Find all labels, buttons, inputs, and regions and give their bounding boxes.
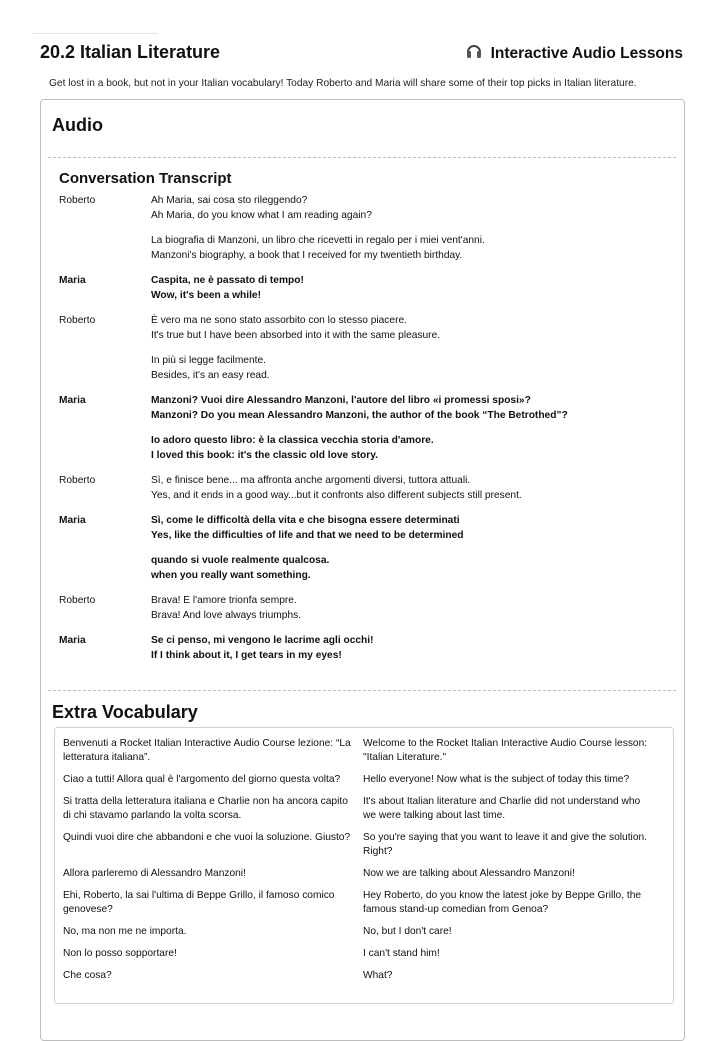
vocab-english: Hey Roberto, do you know the latest joke by Beppe Grillo, the famous stand-up comedian from Genoa? — [363, 890, 642, 915]
vocab-row — [55, 773, 673, 787]
english-line: Ah Maria, do you know what I am reading again? — [151, 210, 372, 221]
vocab-row — [55, 925, 673, 939]
intro-text: Get lost in a book, but not in your Italian vocabulary! Today Roberto and Maria will share some of their top picks in Italian literature. — [49, 78, 637, 89]
transcript-line — [59, 193, 659, 223]
vocab-italian: Non lo posso sopportare! — [63, 948, 177, 959]
vocab-italian: Si tratta della letteratura italiana e Charlie non ha ancora capito di chi stavamo parlando la volta scorsa. — [63, 796, 348, 821]
vocab-row — [55, 969, 673, 983]
vocab-english: It's about Italian literature and Charlie did not understand who we were talking about last time. — [363, 796, 641, 821]
page-title: 20.2 Italian Literature — [40, 42, 221, 62]
italian-line: È vero ma ne sono stato assorbito con lo stesso piacere. — [151, 315, 407, 326]
transcript-title: Conversation Transcript — [59, 170, 232, 187]
speaker-name: Maria — [59, 395, 86, 406]
english-line: Yes, like the difficulties of life and that we need to be determined — [151, 530, 464, 541]
vocabulary-table — [54, 727, 674, 1004]
italian-line: Caspita, ne è passato di tempo! — [151, 275, 304, 286]
english-line: If I think about it, I get tears in my eyes! — [151, 650, 342, 661]
vocab-row — [55, 867, 673, 881]
vocab-italian: No, ma non me ne importa. — [63, 926, 187, 937]
english-line: Besides, it's an easy read. — [151, 370, 270, 381]
transcript-line — [59, 473, 659, 503]
vocab-english: What? — [363, 970, 393, 981]
english-line: Manzoni? Do you mean Alessandro Manzoni, the author of the book “The Betrothed”? — [151, 410, 568, 421]
transcript-line — [59, 353, 659, 383]
english-line: I loved this book: it's the classic old love story. — [151, 450, 378, 461]
speaker-name: Roberto — [59, 315, 96, 326]
speaker-name: Roberto — [59, 195, 96, 206]
vocab-row — [55, 947, 673, 961]
italian-line: Se ci penso, mi vengono le lacrime agli occhi! — [151, 635, 374, 646]
vocab-row — [55, 795, 673, 823]
speaker-name: Roberto — [59, 475, 96, 486]
english-line: It's true but I have been absorbed into it with the same pleasure. — [151, 330, 441, 341]
transcript-line — [59, 633, 659, 663]
transcript-line — [59, 233, 659, 263]
italian-line: Sì, come le difficoltà della vita e che bisogna essere determinati — [151, 515, 460, 526]
vocabulary-heading: Extra Vocabulary — [52, 702, 198, 722]
speaker-name — [59, 553, 151, 583]
brand — [465, 42, 683, 65]
english-line: Yes, and it ends in a good way...but it confronts also different subjects still present. — [151, 490, 522, 501]
vocab-english: So you're saying that you want to leave it and give the solution. Right? — [363, 832, 647, 857]
top-rule — [33, 33, 158, 34]
transcript-line — [59, 433, 659, 463]
english-line: when you really want something. — [151, 570, 311, 581]
italian-line: Manzoni? Vuoi dire Alessandro Manzoni, l'autore del libro «i promessi sposi»? — [151, 395, 531, 406]
transcript — [59, 193, 659, 663]
vocab-row — [55, 889, 673, 917]
audio-heading: Audio — [52, 115, 103, 135]
english-line: Wow, it's been a while! — [151, 290, 261, 301]
vocab-italian: Che cosa? — [63, 970, 112, 981]
headphones-icon — [465, 42, 491, 65]
transcript-line — [59, 313, 659, 343]
italian-line: Sì, e finisce bene... ma affronta anche argomenti diversi, tuttora attuali. — [151, 475, 471, 486]
vocab-english: I can't stand him! — [363, 948, 440, 959]
transcript-line — [59, 393, 659, 423]
divider — [48, 690, 676, 691]
vocab-row — [55, 831, 673, 859]
english-line: Brava! And love always triumphs. — [151, 610, 302, 621]
speaker-name — [59, 353, 151, 383]
vocab-english: Hello everyone! Now what is the subject of today this time? — [363, 774, 630, 785]
speaker-name: Maria — [59, 635, 86, 646]
vocab-english: No, but I don't care! — [363, 926, 452, 937]
italian-line: Brava! E l'amore trionfa sempre. — [151, 595, 297, 606]
transcript-line — [59, 593, 659, 623]
speaker-name — [59, 233, 151, 263]
vocab-english: Now we are talking about Alessandro Manzoni! — [363, 868, 575, 879]
english-line: Manzoni's biography, a book that I received for my twentieth birthday. — [151, 250, 463, 261]
divider — [48, 157, 676, 158]
speaker-name: Roberto — [59, 595, 96, 606]
italian-line: Ah Maria, sai cosa sto rileggendo? — [151, 195, 308, 206]
italian-line: quando si vuole realmente qualcosa. — [151, 555, 330, 566]
speaker-name — [59, 433, 151, 463]
vocab-english: Welcome to the Rocket Italian Interactive Audio Course lesson: "Italian Literature." — [363, 738, 648, 763]
vocab-italian: Quindi vuoi dire che abbandoni e che vuoi la soluzione. Giusto? — [63, 832, 351, 843]
content-panel — [40, 99, 685, 1041]
vocab-italian: Ciao a tutti! Allora qual è l'argomento del giorno questa volta? — [63, 774, 341, 785]
vocab-italian: Allora parleremo di Alessandro Manzoni! — [63, 868, 246, 879]
page-header — [40, 40, 685, 66]
speaker-name: Maria — [59, 275, 86, 286]
italian-line: In più si legge facilmente. — [151, 355, 266, 366]
transcript-line — [59, 273, 659, 303]
italian-line: Io adoro questo libro: è la classica vecchia storia d'amore. — [151, 435, 434, 446]
vocab-italian: Ehi, Roberto, la sai l'ultima di Beppe Grillo, il famoso comico genovese? — [63, 890, 335, 915]
vocab-row — [55, 737, 673, 765]
brand-label: Interactive Audio Lessons — [490, 44, 683, 62]
transcript-line — [59, 513, 659, 543]
italian-line: La biografia di Manzoni, un libro che ricevetti in regalo per i miei vent'anni. — [151, 235, 485, 246]
vocab-italian: Benvenuti a Rocket Italian Interactive Audio Course lezione: “La letteratura italiana”. — [63, 738, 351, 763]
speaker-name: Maria — [59, 515, 86, 526]
transcript-line — [59, 553, 659, 583]
